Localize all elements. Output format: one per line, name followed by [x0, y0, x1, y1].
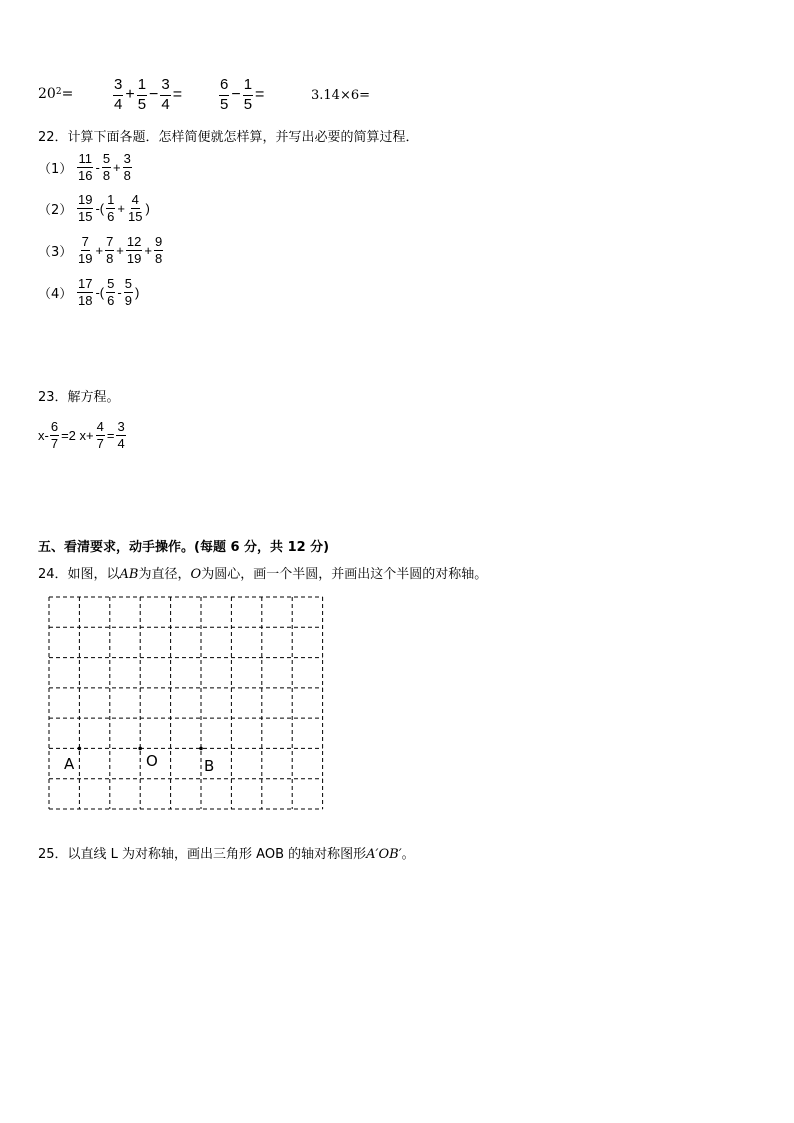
- operator: +: [95, 243, 104, 259]
- numerator: 17: [77, 277, 93, 293]
- denominator: 8: [123, 168, 131, 184]
- numerator: 1: [243, 77, 253, 96]
- equals-sign: =: [106, 428, 115, 444]
- numerator: 5: [124, 277, 133, 293]
- calc-item-1: [38, 86, 73, 102]
- q24-post: 为圆心，画一个半圆，并画出这个半圆的对称轴。: [201, 567, 488, 582]
- denominator: 5: [220, 95, 229, 113]
- part-label: （4）: [38, 287, 73, 303]
- q23-title: 23．解方程。: [38, 390, 120, 405]
- operator: −: [149, 86, 159, 103]
- denominator: 6: [107, 209, 115, 225]
- q22-part-3: [38, 235, 164, 267]
- fraction: [154, 235, 163, 267]
- fraction: [50, 420, 59, 452]
- fraction: [96, 420, 105, 452]
- numerator: 3: [113, 77, 123, 96]
- fraction: [243, 77, 253, 113]
- exponent: 2: [55, 87, 62, 97]
- operator: −: [231, 86, 241, 103]
- fraction: [77, 193, 93, 225]
- q24-text: [38, 563, 487, 582]
- top-row: [38, 76, 398, 116]
- label-b: B: [204, 757, 215, 775]
- close-paren: ): [145, 201, 150, 217]
- denominator: 5: [243, 95, 253, 113]
- operator: +: [113, 160, 121, 176]
- calc-item-3: [218, 77, 265, 113]
- denominator: 4: [117, 436, 125, 452]
- dashed-grid: [44, 593, 328, 815]
- equals-sign: =: [61, 86, 74, 102]
- point-b: [199, 747, 203, 751]
- q22-part-1: [38, 152, 133, 184]
- numerator: 4: [131, 193, 140, 209]
- denominator: 19: [126, 251, 142, 267]
- fraction: [105, 235, 114, 267]
- numerator: 3: [116, 420, 125, 436]
- equals-sign: =: [172, 86, 183, 103]
- numerator: 12: [126, 235, 142, 251]
- q25-fig: A′OB′: [366, 847, 402, 862]
- fraction: [102, 152, 111, 184]
- q25-post: 。: [401, 847, 415, 862]
- q24-o: O: [190, 567, 202, 582]
- base-number: 20: [38, 86, 56, 102]
- variable-x: x-: [38, 428, 49, 444]
- q25-text: [38, 843, 415, 862]
- equation-middle: =2 x+: [61, 428, 94, 444]
- q23-equation: [38, 420, 127, 452]
- label-o: O: [146, 752, 158, 770]
- operator: +: [144, 243, 152, 259]
- close-paren: ): [134, 285, 140, 301]
- fraction: [77, 277, 93, 309]
- numerator: 6: [50, 420, 59, 436]
- numerator: 4: [96, 420, 105, 436]
- calc-item-4: 3.14×6=: [311, 88, 371, 103]
- q22-part-4: [38, 277, 140, 309]
- denominator: 8: [102, 168, 111, 184]
- numerator: 7: [81, 235, 90, 251]
- numerator: 11: [77, 152, 93, 168]
- fraction: [219, 77, 229, 113]
- numerator: 5: [102, 152, 111, 168]
- denominator: 19: [78, 251, 93, 267]
- fraction: [123, 152, 132, 184]
- q24-mid: 为直径，: [138, 567, 191, 582]
- numerator: 9: [154, 235, 163, 251]
- operator: -(: [95, 285, 105, 301]
- q24-pre: 24．如图，以: [38, 567, 120, 582]
- section-5-heading: 五、看清要求，动手操作。(每题 6 分，共 12 分): [38, 540, 330, 555]
- numerator: 6: [219, 77, 229, 96]
- denominator: 9: [124, 293, 132, 309]
- denominator: 6: [107, 293, 115, 309]
- operator: -: [95, 160, 100, 176]
- denominator: 4: [161, 95, 170, 113]
- grid-lines: [49, 597, 323, 809]
- operator: -: [117, 285, 122, 301]
- part-label: （3）: [38, 245, 73, 261]
- fraction: [124, 277, 133, 309]
- point-a: [78, 747, 82, 751]
- numerator: 1: [106, 193, 115, 209]
- denominator: 15: [78, 209, 93, 225]
- numerator: 5: [106, 277, 115, 293]
- fraction: [113, 77, 123, 113]
- fraction: [127, 193, 143, 225]
- numerator: 19: [77, 193, 93, 209]
- denominator: 4: [114, 95, 123, 113]
- fraction: [160, 77, 170, 113]
- fraction: [77, 152, 93, 184]
- denominator: 16: [78, 168, 93, 184]
- label-a: A: [64, 755, 75, 773]
- numerator: 1: [137, 77, 147, 96]
- operator: +: [116, 243, 124, 259]
- fraction: [77, 235, 93, 267]
- fraction: [106, 193, 115, 225]
- denominator: 7: [50, 436, 59, 452]
- q25-pre: 25．以直线 L 为对称轴，画出三角形 AOB 的轴对称图形: [38, 847, 367, 862]
- q24-ab: AB: [119, 567, 139, 582]
- denominator: 8: [154, 251, 163, 267]
- fraction: [106, 277, 115, 309]
- part-label: （2）: [38, 203, 73, 219]
- part-label: （1）: [38, 162, 73, 178]
- denominator: 7: [96, 436, 104, 452]
- numerator: 3: [160, 77, 170, 96]
- fraction: [116, 420, 125, 452]
- operator: +: [125, 86, 135, 103]
- numerator: 7: [105, 235, 114, 251]
- fraction: [126, 235, 142, 267]
- calc-item-2: [112, 77, 183, 113]
- denominator: 5: [137, 95, 147, 113]
- numerator: 3: [123, 152, 132, 168]
- operator: +: [117, 201, 125, 217]
- q22-part-2: [38, 193, 151, 225]
- operator: -(: [95, 201, 105, 217]
- q22-title: 22．计算下面各题．怎样简便就怎样算，并写出必要的简算过程．: [38, 130, 419, 145]
- point-o: [138, 747, 142, 751]
- denominator: 18: [78, 293, 93, 309]
- fraction: [137, 77, 147, 113]
- denominator: 15: [127, 209, 143, 225]
- equals-sign: =: [255, 86, 265, 103]
- denominator: 8: [106, 251, 114, 267]
